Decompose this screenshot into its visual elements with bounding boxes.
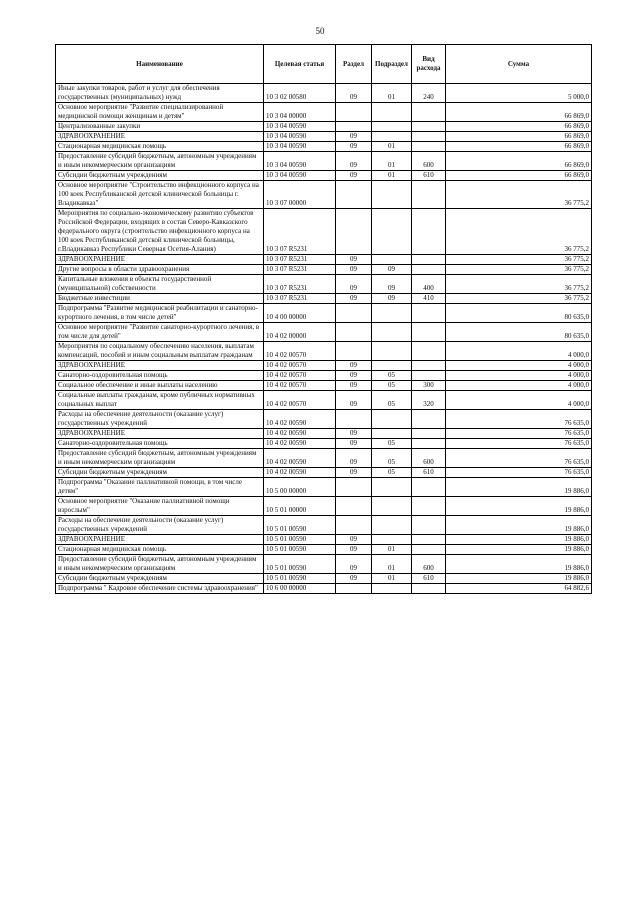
row-expense-type-cell <box>412 497 446 516</box>
row-sum-cell: 4 000,0 <box>446 361 592 371</box>
row-section-cell <box>336 122 372 132</box>
row-subsection-cell <box>372 429 412 439</box>
row-sum-cell: 66 869,0 <box>446 171 592 181</box>
row-name-cell: Предоставление субсидий бюджетным, автономным учреждениям и иным некоммерческим организациям <box>56 152 264 171</box>
table-row <box>56 84 592 103</box>
table-row <box>56 255 592 265</box>
row-article-cell: 10 4 02 00570 <box>264 391 336 410</box>
row-name-cell: ЗДРАВООХРАНЕНИЕ <box>56 361 264 371</box>
row-expense-type-cell: 600 <box>412 449 446 468</box>
row-subsection-cell: 09 <box>372 294 412 304</box>
row-sum-cell: 19 886,0 <box>446 555 592 574</box>
row-subsection-cell <box>372 497 412 516</box>
row-name-cell: Подпрограмма " Кадровое обеспечение системы здравоохранения" <box>56 584 264 594</box>
row-expense-type-cell <box>412 429 446 439</box>
row-article-cell: 10 3 04 00590 <box>264 142 336 152</box>
row-sum-cell: 76 635,0 <box>446 449 592 468</box>
row-article-cell: 10 3 07 R5231 <box>264 275 336 294</box>
row-expense-type-cell <box>412 361 446 371</box>
row-expense-type-cell <box>412 342 446 361</box>
row-section-cell: 09 <box>336 84 372 103</box>
row-sum-cell: 19 886,0 <box>446 516 592 535</box>
row-sum-cell: 19 886,0 <box>446 574 592 584</box>
row-subsection-cell <box>372 584 412 594</box>
row-name-cell: Иные закупки товаров, работ и услуг для обеспечения государственных (муниципальных) нужд <box>56 84 264 103</box>
row-subsection-cell <box>372 255 412 265</box>
row-name-cell: Санаторно-оздоровительная помощь <box>56 439 264 449</box>
row-section-cell: 09 <box>336 294 372 304</box>
row-name-cell: Основное мероприятие "Развитие санаторно-курортного лечения, в том числе для детей" <box>56 323 264 342</box>
row-sum-cell: 76 635,0 <box>446 439 592 449</box>
row-name-cell: Стационарная медицинская помощь <box>56 142 264 152</box>
row-subsection-cell: 01 <box>372 152 412 171</box>
table-row <box>56 439 592 449</box>
row-sum-cell: 36 775,2 <box>446 209 592 255</box>
row-name-cell: Основное мероприятие "Оказание паллиативной помощи взрослым" <box>56 497 264 516</box>
row-sum-cell: 76 635,0 <box>446 410 592 429</box>
row-section-cell: 09 <box>336 255 372 265</box>
row-sum-cell: 5 000,0 <box>446 84 592 103</box>
row-subsection-cell: 01 <box>372 171 412 181</box>
row-section-cell: 09 <box>336 439 372 449</box>
row-article-cell: 10 4 02 00570 <box>264 371 336 381</box>
table-row <box>56 304 592 323</box>
row-sum-cell: 80 635,0 <box>446 323 592 342</box>
row-section-cell <box>336 342 372 361</box>
header-article: Целевая статья <box>264 45 336 84</box>
row-expense-type-cell <box>412 122 446 132</box>
row-section-cell: 09 <box>336 265 372 275</box>
table-row <box>56 181 592 209</box>
row-name-cell: Субсидии бюджетным учреждениям <box>56 468 264 478</box>
row-sum-cell: 19 886,0 <box>446 478 592 497</box>
row-name-cell: Субсидии бюджетным учреждениям <box>56 171 264 181</box>
row-subsection-cell <box>372 209 412 255</box>
row-section-cell: 09 <box>336 381 372 391</box>
row-name-cell: Мероприятия по социальному обеспечению населения, выплатам компенсаций, пособий и иным социальным выплатам гражданам <box>56 342 264 361</box>
header-subsection: Подраздел <box>372 45 412 84</box>
row-subsection-cell <box>372 304 412 323</box>
row-sum-cell: 36 775,2 <box>446 255 592 265</box>
row-name-cell: Подпрограмма "Развитие медицинской реабилитации и санаторно-курортного лечения, в том числе детей" <box>56 304 264 323</box>
row-expense-type-cell <box>412 103 446 122</box>
row-section-cell: 09 <box>336 468 372 478</box>
row-section-cell <box>336 103 372 122</box>
table-row <box>56 103 592 122</box>
row-section-cell <box>336 584 372 594</box>
table-row <box>56 516 592 535</box>
row-article-cell: 10 5 00 00000 <box>264 478 336 497</box>
row-article-cell: 10 5 01 00590 <box>264 535 336 545</box>
table-row <box>56 122 592 132</box>
row-expense-type-cell <box>412 516 446 535</box>
row-sum-cell: 36 775,2 <box>446 294 592 304</box>
row-name-cell: Основное мероприятие "Строительство инфекционного корпуса на 100 коек Республиканской детской клинической больницы г. Владикавказ" <box>56 181 264 209</box>
row-expense-type-cell: 610 <box>412 171 446 181</box>
row-sum-cell: 19 886,0 <box>446 545 592 555</box>
row-section-cell: 09 <box>336 142 372 152</box>
row-name-cell: Расходы на обеспечение деятельности (оказание услуг) государственных учреждений <box>56 410 264 429</box>
row-expense-type-cell: 610 <box>412 574 446 584</box>
row-expense-type-cell <box>412 535 446 545</box>
row-expense-type-cell: 600 <box>412 152 446 171</box>
row-section-cell: 09 <box>336 574 372 584</box>
row-expense-type-cell <box>412 142 446 152</box>
row-expense-type-cell <box>412 584 446 594</box>
row-sum-cell: 36 775,2 <box>446 275 592 294</box>
row-article-cell: 10 3 04 00590 <box>264 122 336 132</box>
row-sum-cell: 4 000,0 <box>446 371 592 381</box>
row-sum-cell: 66 869,0 <box>446 132 592 142</box>
row-subsection-cell: 01 <box>372 142 412 152</box>
row-sum-cell: 80 635,0 <box>446 304 592 323</box>
row-subsection-cell: 01 <box>372 574 412 584</box>
row-sum-cell: 19 886,0 <box>446 535 592 545</box>
row-article-cell: 10 3 04 00590 <box>264 171 336 181</box>
row-subsection-cell: 01 <box>372 84 412 103</box>
row-section-cell: 09 <box>336 449 372 468</box>
row-subsection-cell: 05 <box>372 381 412 391</box>
row-section-cell: 09 <box>336 171 372 181</box>
row-subsection-cell <box>372 122 412 132</box>
row-section-cell <box>336 304 372 323</box>
table-row <box>56 265 592 275</box>
table-row <box>56 449 592 468</box>
row-name-cell: Мероприятия по социально-экономическому развитию субъектов Российской Федерации, входящих в состав Северо-Кавказского федерального округа (строительство инфекционного корпуса на 100 коек Республиканской детской клинической больницы, г.Владикавказ Республики Северная Осетия-Алания) <box>56 209 264 255</box>
row-sum-cell: 36 775,2 <box>446 181 592 209</box>
row-name-cell: Санаторно-оздоровительная помощь <box>56 371 264 381</box>
row-subsection-cell: 05 <box>372 449 412 468</box>
row-article-cell: 10 5 01 00590 <box>264 516 336 535</box>
row-subsection-cell: 01 <box>372 545 412 555</box>
row-section-cell <box>336 410 372 429</box>
row-subsection-cell <box>372 516 412 535</box>
row-name-cell: Субсидии бюджетным учреждениям <box>56 574 264 584</box>
row-article-cell: 10 5 01 00590 <box>264 555 336 574</box>
row-expense-type-cell <box>412 132 446 142</box>
row-expense-type-cell: 240 <box>412 84 446 103</box>
row-article-cell: 10 5 01 00000 <box>264 497 336 516</box>
table-row <box>56 342 592 361</box>
row-expense-type-cell: 400 <box>412 275 446 294</box>
row-subsection-cell: 05 <box>372 439 412 449</box>
row-article-cell: 10 6 00 00000 <box>264 584 336 594</box>
table-row <box>56 323 592 342</box>
row-sum-cell: 64 882,6 <box>446 584 592 594</box>
row-article-cell: 10 3 04 00590 <box>264 152 336 171</box>
row-name-cell: Другие вопросы в области здравоохранения <box>56 265 264 275</box>
row-article-cell: 10 3 07 R5231 <box>264 294 336 304</box>
row-subsection-cell <box>372 478 412 497</box>
row-name-cell: Социальное обеспечение и иные выплаты населению <box>56 381 264 391</box>
table-row <box>56 574 592 584</box>
row-expense-type-cell <box>412 545 446 555</box>
row-article-cell: 10 3 04 00590 <box>264 132 336 142</box>
row-section-cell <box>336 497 372 516</box>
table-row <box>56 142 592 152</box>
row-sum-cell: 19 886,0 <box>446 497 592 516</box>
table-row <box>56 132 592 142</box>
table-row <box>56 361 592 371</box>
header-section: Раздел <box>336 45 372 84</box>
table-row <box>56 171 592 181</box>
table-row <box>56 468 592 478</box>
row-section-cell <box>336 209 372 255</box>
row-subsection-cell: 09 <box>372 275 412 294</box>
row-article-cell: 10 3 07 R5231 <box>264 255 336 265</box>
row-subsection-cell: 05 <box>372 371 412 381</box>
row-name-cell: Предоставление субсидий бюджетным, автономным учреждениям и иным некоммерческим организациям <box>56 555 264 574</box>
row-name-cell: Стационарная медицинская помощь <box>56 545 264 555</box>
row-article-cell: 10 4 02 00590 <box>264 410 336 429</box>
row-subsection-cell <box>372 323 412 342</box>
row-article-cell: 10 4 02 00570 <box>264 342 336 361</box>
row-section-cell: 09 <box>336 132 372 142</box>
table-row <box>56 535 592 545</box>
table-body <box>56 84 592 594</box>
row-article-cell: 10 4 02 00590 <box>264 468 336 478</box>
table-row <box>56 497 592 516</box>
row-article-cell: 10 3 07 R5231 <box>264 265 336 275</box>
row-section-cell: 09 <box>336 545 372 555</box>
row-expense-type-cell <box>412 209 446 255</box>
row-section-cell: 09 <box>336 535 372 545</box>
row-name-cell: Централизованные закупки <box>56 122 264 132</box>
row-expense-type-cell <box>412 255 446 265</box>
header-name: Наименование <box>56 45 264 84</box>
row-subsection-cell <box>372 361 412 371</box>
row-expense-type-cell <box>412 410 446 429</box>
row-sum-cell: 66 869,0 <box>446 152 592 171</box>
row-section-cell: 09 <box>336 275 372 294</box>
table-row <box>56 391 592 410</box>
row-sum-cell: 4 000,0 <box>446 391 592 410</box>
table-header-row <box>56 45 592 84</box>
row-subsection-cell <box>372 342 412 361</box>
table-row <box>56 410 592 429</box>
row-article-cell: 10 5 01 00590 <box>264 545 336 555</box>
row-sum-cell: 66 869,0 <box>446 142 592 152</box>
row-expense-type-cell <box>412 323 446 342</box>
row-subsection-cell: 09 <box>372 265 412 275</box>
row-sum-cell: 4 000,0 <box>446 342 592 361</box>
row-subsection-cell <box>372 410 412 429</box>
budget-table <box>55 44 592 594</box>
page-number: 50 <box>315 26 325 36</box>
table-row <box>56 294 592 304</box>
row-section-cell: 09 <box>336 371 372 381</box>
row-subsection-cell <box>372 103 412 122</box>
table-row <box>56 555 592 574</box>
row-article-cell: 10 4 02 00570 <box>264 381 336 391</box>
row-article-cell: 10 4 02 00590 <box>264 429 336 439</box>
row-expense-type-cell <box>412 265 446 275</box>
row-section-cell: 09 <box>336 391 372 410</box>
row-article-cell: 10 3 07 00000 <box>264 181 336 209</box>
table-row <box>56 152 592 171</box>
table-row <box>56 381 592 391</box>
row-section-cell: 09 <box>336 152 372 171</box>
row-section-cell <box>336 181 372 209</box>
row-section-cell: 09 <box>336 555 372 574</box>
row-sum-cell: 36 775,2 <box>446 265 592 275</box>
table-row <box>56 209 592 255</box>
row-name-cell: Расходы на обеспечение деятельности (оказание услуг) государственных учреждений <box>56 516 264 535</box>
row-article-cell: 10 3 02 00580 <box>264 84 336 103</box>
row-name-cell: ЗДРАВООХРАНЕНИЕ <box>56 255 264 265</box>
row-article-cell: 10 4 02 00570 <box>264 361 336 371</box>
row-section-cell <box>336 516 372 535</box>
row-sum-cell: 66 869,0 <box>446 103 592 122</box>
row-subsection-cell: 01 <box>372 555 412 574</box>
row-subsection-cell <box>372 132 412 142</box>
table-row <box>56 275 592 294</box>
table-row <box>56 429 592 439</box>
table-row <box>56 545 592 555</box>
row-name-cell: Предоставление субсидий бюджетным, автономным учреждениям и иным некоммерческим организациям <box>56 449 264 468</box>
row-article-cell: 10 3 07 R5231 <box>264 209 336 255</box>
row-sum-cell: 76 635,0 <box>446 429 592 439</box>
row-subsection-cell <box>372 181 412 209</box>
row-expense-type-cell: 300 <box>412 381 446 391</box>
row-name-cell: ЗДРАВООХРАНЕНИЕ <box>56 535 264 545</box>
row-article-cell: 10 4 02 00000 <box>264 323 336 342</box>
row-section-cell: 09 <box>336 361 372 371</box>
row-name-cell: Подпрограмма "Оказание паллиативной помощи, в том числе детям" <box>56 478 264 497</box>
row-name-cell: Бюджетные инвестиции <box>56 294 264 304</box>
row-article-cell: 10 3 04 00000 <box>264 103 336 122</box>
row-section-cell <box>336 478 372 497</box>
row-expense-type-cell: 410 <box>412 294 446 304</box>
row-article-cell: 10 4 02 00590 <box>264 439 336 449</box>
row-expense-type-cell: 600 <box>412 555 446 574</box>
row-subsection-cell <box>372 535 412 545</box>
row-section-cell <box>336 323 372 342</box>
row-sum-cell: 76 635,0 <box>446 468 592 478</box>
table-row <box>56 371 592 381</box>
row-article-cell: 10 4 02 00590 <box>264 449 336 468</box>
row-sum-cell: 66 869,0 <box>446 122 592 132</box>
row-expense-type-cell: 610 <box>412 468 446 478</box>
table-row <box>56 478 592 497</box>
row-section-cell: 09 <box>336 429 372 439</box>
row-name-cell: Основное мероприятие "Развитие специализированной медицинской помощи женщинам и детям" <box>56 103 264 122</box>
row-expense-type-cell <box>412 371 446 381</box>
row-name-cell: ЗДРАВООХРАНЕНИЕ <box>56 132 264 142</box>
header-expense-type: Вид расхода <box>412 45 446 84</box>
row-expense-type-cell <box>412 181 446 209</box>
row-sum-cell: 4 000,0 <box>446 381 592 391</box>
row-subsection-cell: 05 <box>372 468 412 478</box>
row-name-cell: Капитальные вложения в объекты государственной (муниципальной) собственности <box>56 275 264 294</box>
row-article-cell: 10 4 00 00000 <box>264 304 336 323</box>
row-expense-type-cell <box>412 304 446 323</box>
row-name-cell: ЗДРАВООХРАНЕНИЕ <box>56 429 264 439</box>
row-subsection-cell: 05 <box>372 391 412 410</box>
row-article-cell: 10 5 01 00590 <box>264 574 336 584</box>
row-name-cell: Социальные выплаты гражданам, кроме публичных нормативных социальных выплат <box>56 391 264 410</box>
row-expense-type-cell <box>412 439 446 449</box>
table-row <box>56 584 592 594</box>
row-expense-type-cell <box>412 478 446 497</box>
row-expense-type-cell: 320 <box>412 391 446 410</box>
header-sum: Сумма <box>446 45 592 84</box>
